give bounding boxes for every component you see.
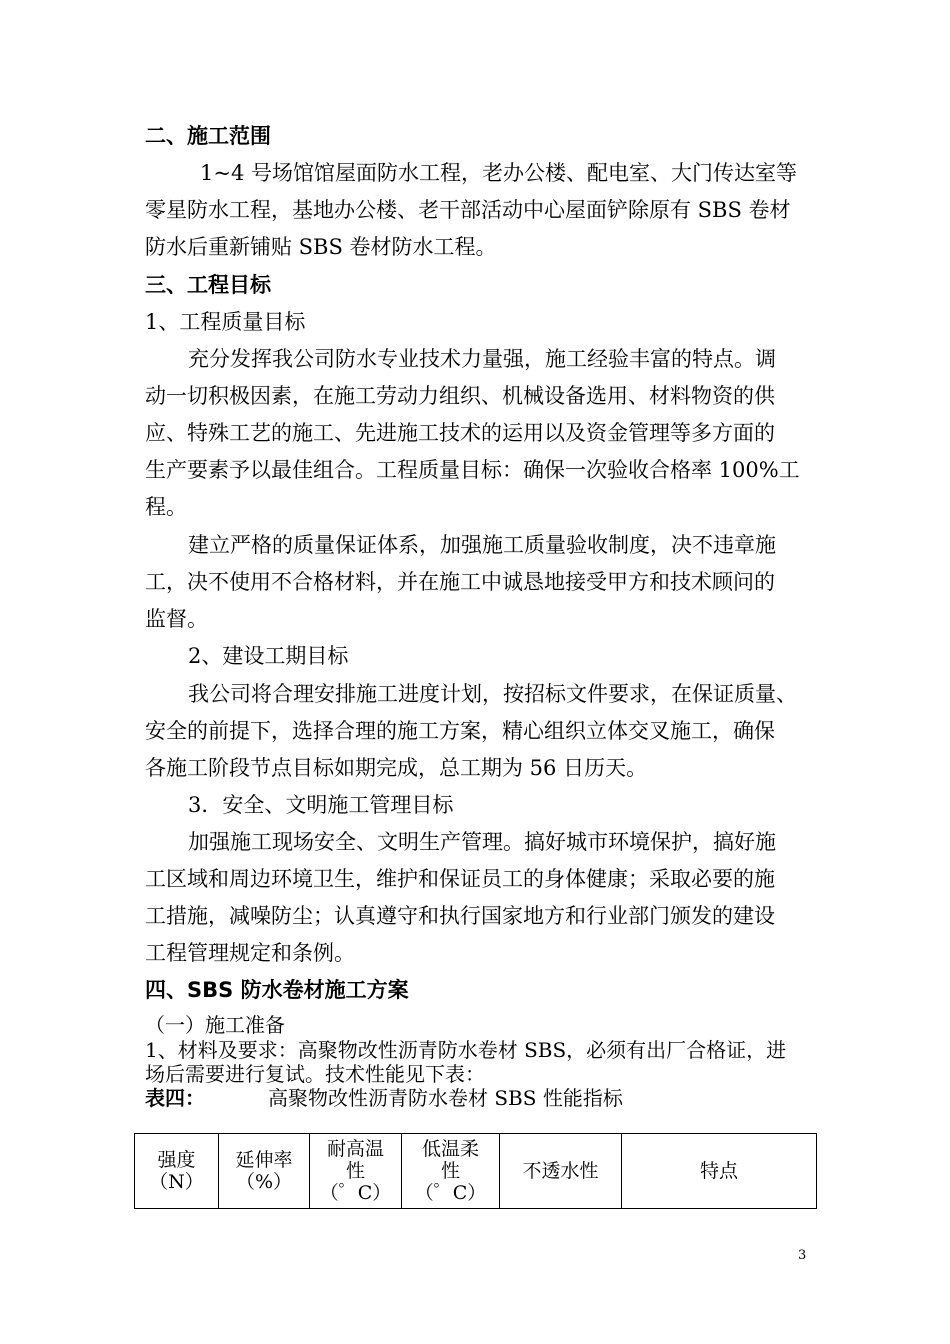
quality-system-line: 工，决不使用不合格材料，并在施工中诚恳地接受甲方和技术顾问的 [145,570,775,594]
schedule-paragraph-line: 我公司将合理安排施工进度计划，按招标文件要求，在保证质量、 [188,682,797,706]
schedule-paragraph-line: 安全的前提下，选择合理的施工方案，精心组织立体交叉施工，确保 [145,719,775,743]
page-number: 3 [798,1248,807,1263]
quality-paragraph-line: 生产要素予以最佳组合。工程质量目标：确保一次验收合格率 100%工 [145,458,800,482]
quality-system-line: 监督。 [145,607,208,631]
header-cell-impermeability: 不透水性 [500,1134,622,1209]
section-2-line-1: 1~4 号场馆馆屋面防水工程，老办公楼、配电室、大门传达室等 [200,161,797,185]
quality-paragraph-line: 充分发挥我公司防水专业技术力量强，施工经验丰富的特点。调 [188,347,776,371]
section-4-subheading-1: （一）施工准备 [145,1013,285,1037]
section-2-heading: 二、施工范围 [145,124,271,148]
section-3-subheading-3: 3．安全、文明施工管理目标 [188,793,454,817]
table-title: 高聚物改性沥青防水卷材 SBS 性能指标 [268,1086,623,1110]
table-label: 表四： [145,1086,205,1110]
quality-paragraph-line: 动一切积极因素，在施工劳动力组织、机械设备选用、材料物资的供 [145,384,775,408]
header-cell-heat-resistance: 耐高温 性 （゜C） [310,1134,402,1209]
safety-paragraph-line: 工区域和周边环境卫生，维护和保证员工的身体健康；采取必要的施 [145,867,775,891]
materials-line-1: 1、材料及要求：高聚物改性沥青防水卷材 SBS，必须有出厂合格证，进 [145,1038,787,1062]
header-cell-low-temp-flexibility: 低温柔 性 （゜C） [402,1134,500,1209]
safety-paragraph-line: 加强施工现场安全、文明生产管理。搞好城市环境保护，搞好施 [188,830,776,854]
quality-paragraph-line: 程。 [145,495,187,519]
section-3-heading: 三、工程目标 [145,273,271,297]
header-cell-elongation: 延伸率 （%） [219,1134,310,1209]
schedule-paragraph-line: 各施工阶段节点目标如期完成，总工期为 56 日历天。 [145,756,648,780]
section-3-subheading-2: 2、建设工期目标 [188,644,349,668]
quality-system-line: 建立严格的质量保证体系，加强施工质量验收制度，决不违章施 [188,533,776,557]
table-header-row [135,1134,817,1209]
section-3-subheading-1: 1、工程质量目标 [145,310,306,334]
section-4-heading: 四、SBS 防水卷材施工方案 [145,978,409,1002]
materials-line-2: 场后需要进行复试。技术性能见下表： [145,1062,485,1086]
header-cell-features: 特点 [622,1134,817,1209]
section-2-line-3: 防水后重新铺贴 SBS 卷材防水工程。 [145,235,497,259]
spec-table [134,1133,817,1209]
safety-paragraph-line: 工措施，减噪防尘；认真遵守和执行国家地方和行业部门颁发的建设 [145,904,775,928]
header-cell-strength: 强度 （N） [135,1134,219,1209]
section-2-line-2: 零星防水工程，基地办公楼、老干部活动中心屋面铲除原有 SBS 卷材 [145,198,791,222]
safety-paragraph-line: 工程管理规定和条例。 [145,941,355,965]
quality-paragraph-line: 应、特殊工艺的施工、先进施工技术的运用以及资金管理等多方面的 [145,421,775,445]
